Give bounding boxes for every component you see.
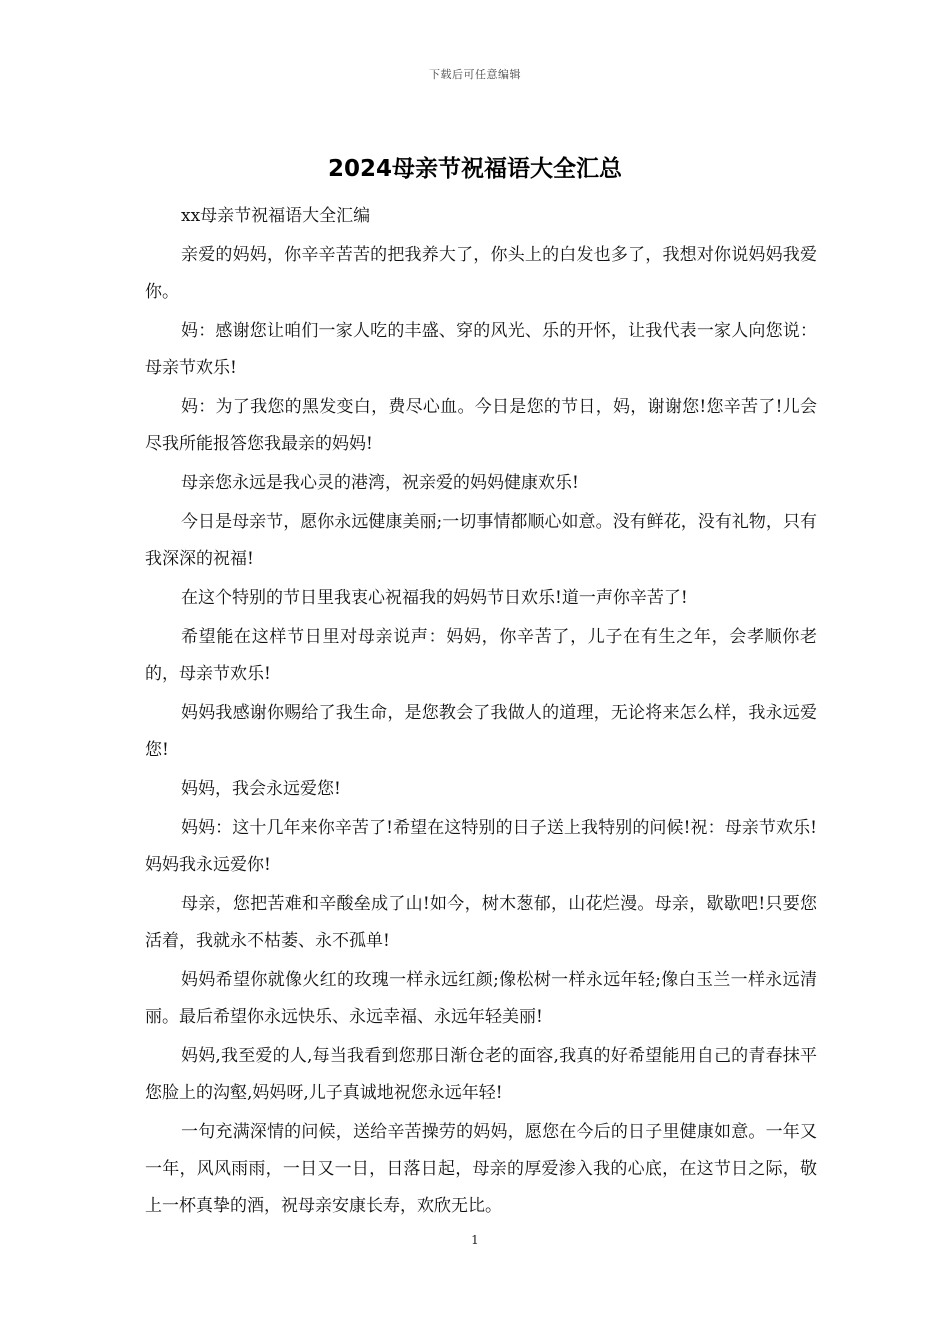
paragraph: 妈：为了我您的黑发变白，费尽心血。今日是您的节日，妈，谢谢您!您辛苦了!儿会尽我所能报答您我最亲的妈妈! (145, 397, 817, 454)
paragraph: 妈妈,我至爱的人,每当我看到您那日渐仓老的面容,我真的好希望能用自己的青春抹平您脸上的沟壑,妈妈呀,儿子真诚地祝您永远年轻! (145, 1046, 817, 1103)
document-body (145, 198, 817, 1227)
paragraph: 妈妈：这十几年来你辛苦了!希望在这特别的日子送上我特别的问候!祝：母亲节欢乐!妈妈我永远爱你! (145, 818, 817, 875)
document-title: 2024母亲节祝福语大全汇总 (327, 156, 622, 182)
paragraph: 妈妈，我会永远爱您! (181, 779, 341, 799)
paragraph: 母亲，您把苦难和辛酸垒成了山!如今，树木葱郁，山花烂漫。母亲，歇歇吧!只要您活着，我就永不枯萎、永不孤单! (145, 894, 817, 951)
header-note: 下载后可任意编辑 (429, 68, 521, 81)
paragraph: 今日是母亲节，愿你永远健康美丽;一切事情都顺心如意。没有鲜花，没有礼物，只有我深深的祝福! (145, 512, 817, 569)
paragraph: 妈：感谢您让咱们一家人吃的丰盛、穿的风光、乐的开怀，让我代表一家人向您说：母亲节欢乐! (145, 321, 817, 378)
paragraph: 母亲您永远是我心灵的港湾，祝亲爱的妈妈健康欢乐! (181, 473, 579, 493)
paragraph: 一句充满深情的问候，送给辛苦操劳的妈妈，愿您在今后的日子里健康如意。一年又一年，风风雨雨，一日又一日，日落日起，母亲的厚爱渗入我的心底，在这节日之际，敬上一杯真挚的酒，祝母亲安康长寿，欢欣无比。 (145, 1122, 817, 1216)
paragraph: 妈妈希望你就像火红的玫瑰一样永远红颜;像松树一样永远年轻;像白玉兰一样永远清丽。最后希望你永远快乐、永远幸福、永远年轻美丽! (145, 970, 817, 1027)
page-number: 1 (471, 1233, 479, 1247)
paragraph: 希望能在这样节日里对母亲说声：妈妈，你辛苦了，儿子在有生之年，会孝顺你老的，母亲节欢乐! (145, 627, 817, 684)
paragraph: xx母亲节祝福语大全汇编 (181, 206, 371, 226)
paragraph: 妈妈我感谢你赐给了我生命，是您教会了我做人的道理，无论将来怎么样，我永远爱您! (145, 703, 817, 760)
paragraph: 在这个特别的节日里我衷心祝福我的妈妈节日欢乐!道一声你辛苦了! (181, 588, 688, 608)
paragraph: 亲爱的妈妈，你辛辛苦苦的把我养大了，你头上的白发也多了，我想对你说妈妈我爱你。 (145, 245, 817, 302)
